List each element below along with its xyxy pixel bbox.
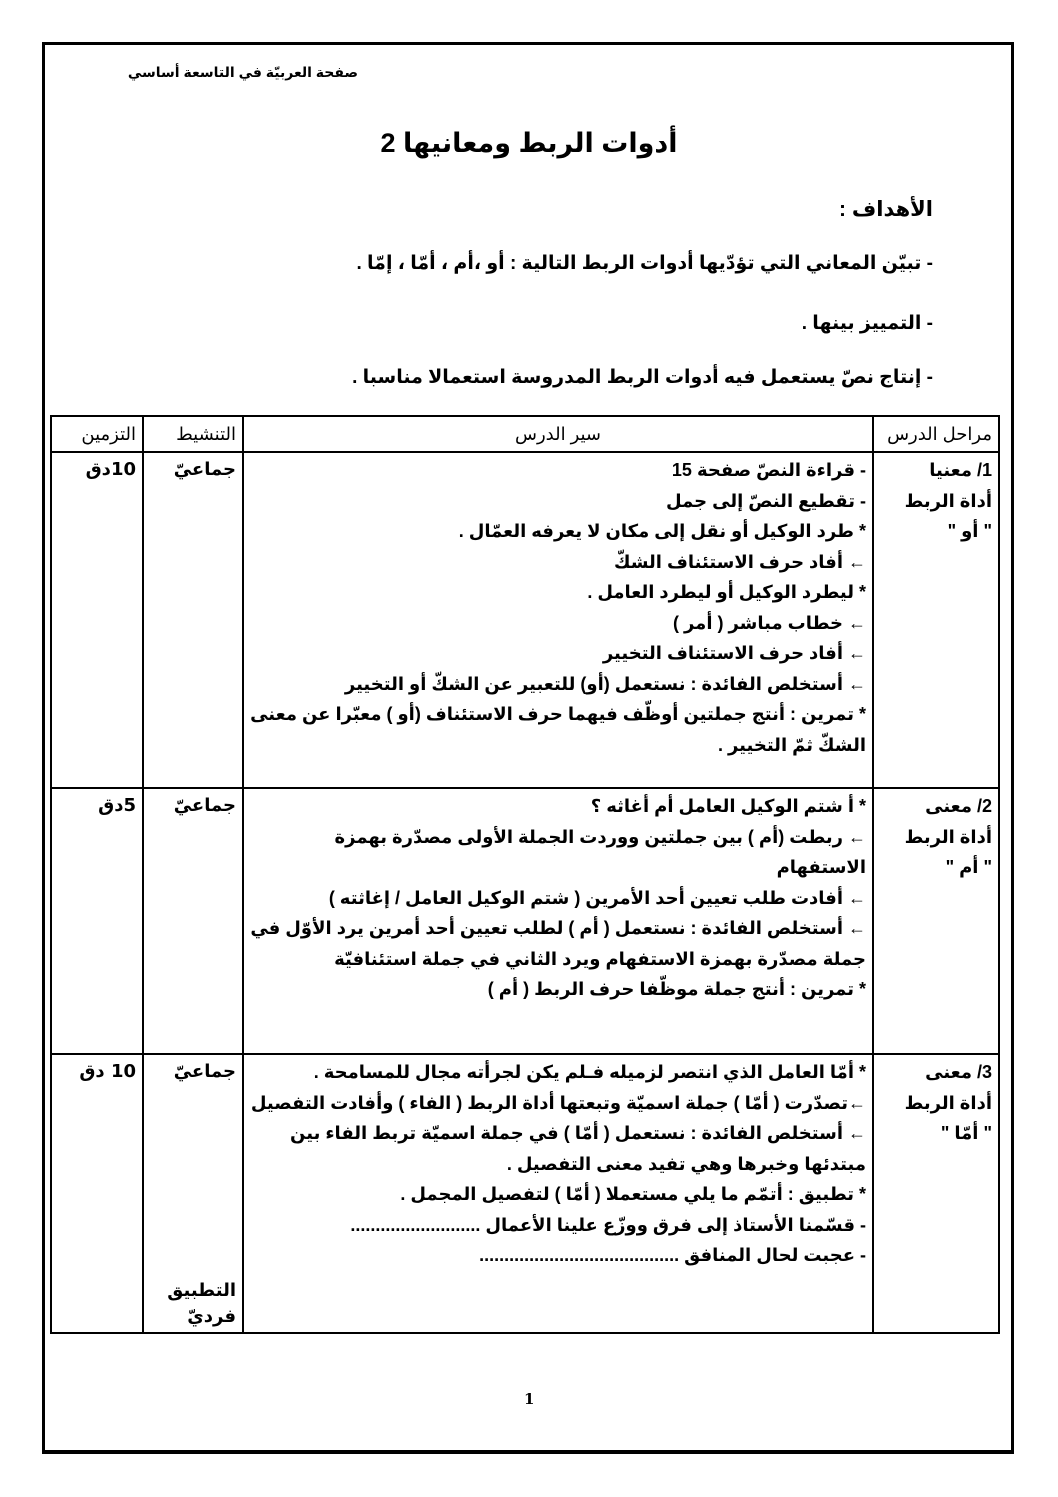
stage-line: 1/ معنيا: [929, 460, 992, 480]
time-cell: [51, 788, 143, 1054]
flow-line: ← أفاد حرف الاستئناف الشكّ: [613, 551, 866, 572]
flow-line: ← أستخلص الفائدة : نستعمل ( أمّا ) في جملة اسميّة تربط الفاء بين مبتدئها وخبرها وهي تفيد معنى التفصيل .: [290, 1123, 866, 1174]
table-row: [51, 1054, 999, 1333]
stage-cell: [873, 452, 999, 788]
table-row: [51, 788, 999, 1054]
stage-cell: [873, 788, 999, 1054]
stage-line: " أو ": [947, 521, 992, 541]
flow-line: * طرد الوكيل أو نقل إلى مكان لا يعرفه العمّال .: [458, 521, 866, 541]
activity-text: جماعيّ: [173, 1061, 236, 1082]
stage-line: أداة الربط: [904, 490, 992, 511]
page-number: 1: [524, 1390, 535, 1408]
flow-line: ← أفادت طلب تعيين أحد الأمرين ( شتم الوكيل العامل / إغاثته ): [328, 887, 866, 908]
time-text: 10 دق: [79, 1061, 136, 1082]
header-time: التزمين: [51, 416, 143, 452]
header-note: صفحة العربيّة في التاسعة أساسي: [127, 64, 358, 80]
flow-line: - عجبت لحال المنافق ........................................: [479, 1245, 866, 1265]
flow-cell: [243, 1054, 873, 1333]
flow-line: * تمرين : أنتج جملة موظّفا حرف الربط ( أم ): [487, 979, 866, 999]
stage-line: " أمّا ": [940, 1123, 992, 1143]
stage-line: 2/ معنى: [925, 796, 992, 816]
flow-line: ← ربطت (أم ) بين جملتين ووردت الجملة الأولى مصدّرة بهمزة الاستفهام: [334, 826, 866, 877]
stage-line: أداة الربط: [904, 1092, 992, 1113]
header-flow: سير الدرس: [243, 416, 873, 452]
stage-line: " أم ": [945, 857, 992, 877]
activity-cell: [143, 452, 243, 788]
flow-line: ← أستخلص الفائدة : نستعمل (أو) للتعبير عن الشكّ أو التخيير: [344, 673, 866, 694]
page-title: أدوات الربط ومعانيها 2: [380, 128, 678, 158]
flow-line: - تقطيع النصّ إلى جمل: [666, 490, 866, 511]
flow-cell: [243, 452, 873, 788]
table-row: [51, 452, 999, 788]
goal-item: - إنتاج نصّ يستعمل فيه أدوات الربط المدروسة استعمالا مناسبا .: [352, 367, 933, 388]
lesson-table: [50, 415, 1000, 1334]
time-text: 5دق: [98, 795, 136, 816]
flow-line: * ليطرد الوكيل أو ليطرد العامل .: [587, 582, 866, 602]
stage-line: أداة الربط: [904, 826, 992, 847]
flow-line: ←تصدّرت ( أمّا ) جملة اسميّة وتبعتها أداة الربط ( الفاء ) وأفادت التفصيل: [250, 1092, 866, 1113]
flow-line: ← أستخلص الفائدة : نستعمل ( أم ) لطلب تعيين أحد أمرين يرد الأوّل في جملة مصدّرة بهمزة الاستفهام ويرد الثاني في جملة استئنافيّة: [250, 918, 866, 969]
flow-line: - قراءة النصّ صفحة 15: [671, 460, 866, 480]
flow-line: * أمّا العامل الذي انتصر لزميله فـلم يكن لجرأته مجال للمسامحة .: [313, 1062, 866, 1082]
time-cell: [51, 1054, 143, 1333]
stage-cell: [873, 1054, 999, 1333]
goals-label: الأهداف :: [839, 198, 933, 221]
flow-line: * تمرين : أنتج جملتين أوظّف فيهما حرف الاستئناف (أو ) معبّرا عن معنى الشكّ ثمّ التخيير .: [250, 704, 866, 755]
activity-cell: [143, 788, 243, 1054]
header-activity: التنشيط: [143, 416, 243, 452]
time-text: 10دق: [85, 459, 136, 480]
flow-line: * تطبيق : أتمّم ما يلي مستعملا ( أمّا ) لتفصيل المجمل .: [400, 1184, 866, 1204]
flow-line: - قسّمنا الأستاذ إلى فرق ووزّع علينا الأعمال ..........................: [350, 1214, 866, 1235]
goal-item: - تبيّن المعاني التي تؤدّيها أدوات الربط التالية : أو ،أم ، أمّا ، إمّا .: [356, 253, 933, 274]
activity-extra-text: التطبيق فرديّ: [167, 1279, 236, 1327]
activity-text: جماعيّ: [173, 459, 236, 480]
stage-line: 3/ معنى: [925, 1062, 992, 1082]
flow-line: ← خطاب مباشر ( أمر ): [672, 612, 866, 633]
flow-line: * أ شتم الوكيل العامل أم أغاثه ؟: [590, 796, 866, 816]
flow-line: ← أفاد حرف الاستئناف التخيير: [602, 643, 866, 663]
goal-item: - التمييز بينها .: [801, 313, 933, 334]
table-header-row: [51, 416, 999, 452]
flow-cell: [243, 788, 873, 1054]
time-cell: [51, 452, 143, 788]
header-stage: مراحل الدرس: [873, 416, 999, 452]
activity-cell: [143, 1054, 243, 1333]
activity-text: جماعيّ: [173, 795, 236, 816]
